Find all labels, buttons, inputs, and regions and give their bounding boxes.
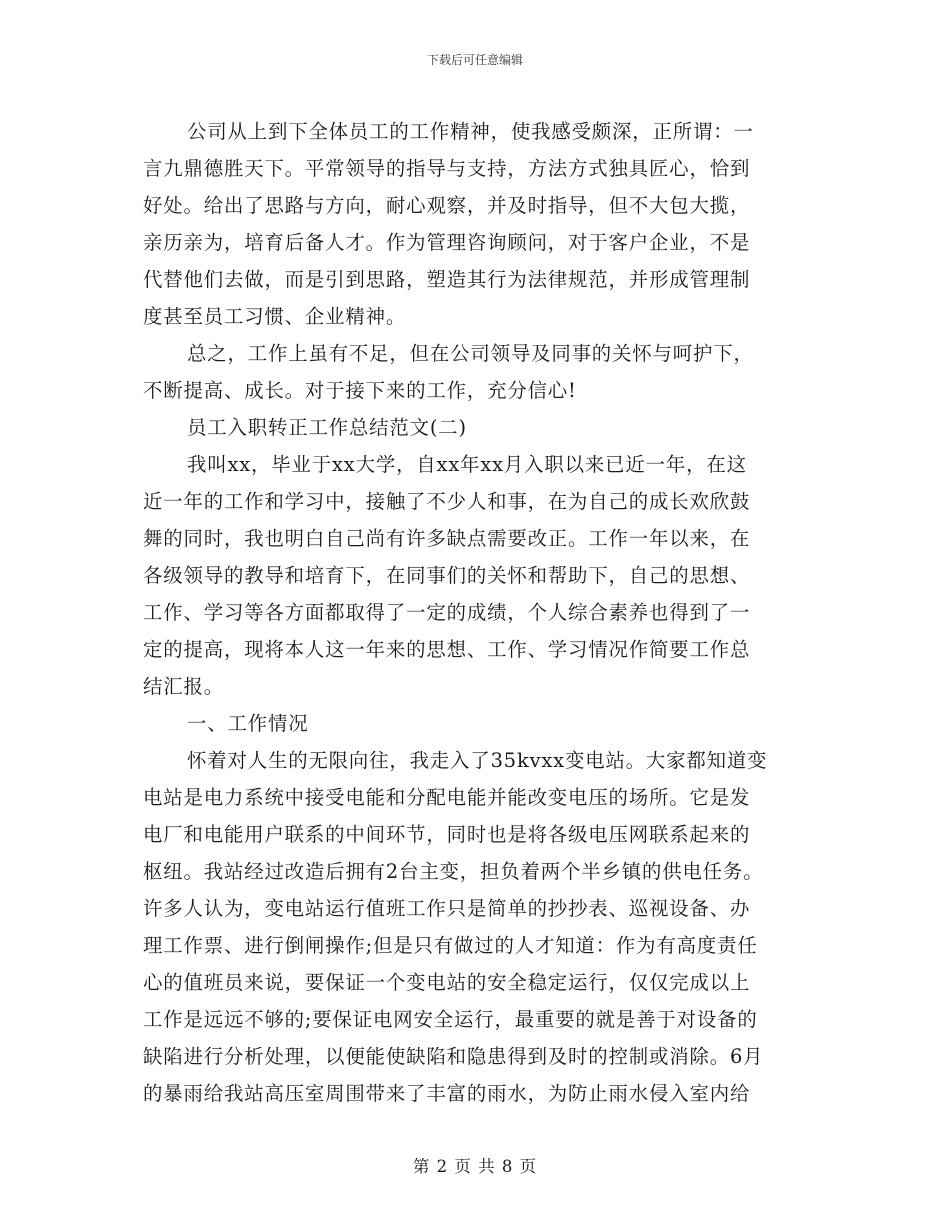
section-title: 员工入职转正工作总结范文(二) [187,416,467,439]
paragraph-line: 缺陷进行分析处理，以便能使缺陷和隐患得到及时的控制或消除。6月 [143,1045,764,1068]
paragraph-line: 枢纽。我站经过改造后拥有2台主变，担负着两个半乡镇的供电任务。 [143,860,764,883]
paragraph-line: 工作、学习等各方面都取得了一定的成绩，个人综合素养也得到了一 [143,601,751,624]
paragraph-line: 代替他们去做，而是引到思路，塑造其行为法律规范，并形成管理制 [143,268,751,291]
paragraph-line: 公司从上到下全体员工的工作精神，使我感受颇深，正所谓：一 [187,120,754,143]
paragraph-line: 结汇报。 [143,675,224,698]
paragraph-line: 电站是电力系统中接受电能和分配电能并能改变电压的场所。它是发 [143,786,751,809]
paragraph-line: 电厂和电能用户联系的中间环节，同时也是将各级电压网联系起来的 [143,823,751,846]
paragraph-line: 各级领导的教导和培育下，在同事们的关怀和帮助下，自己的思想、 [143,564,751,587]
page-number: 第 2 页 共 8 页 [412,1157,538,1176]
paragraph-line: 不断提高、成长。对于接下来的工作，充分信心! [143,379,577,402]
paragraph-line: 我叫xx，毕业于xx大学，自xx年xx月入职以来已近一年，在这 [187,453,747,476]
paragraph-line: 言九鼎德胜天下。平常领导的指导与支持，方法方式独具匠心，恰到 [143,157,751,180]
paragraph-line: 总之，工作上虽有不足，但在公司领导及同事的关怀与呵护下， [187,342,754,365]
paragraph-line: 怀着对人生的无限向往，我走入了35kvxx变电站。大家都知道变 [187,749,768,772]
paragraph-line: 好处。给出了思路与方向，耐心观察，并及时指导，但不大包大揽， [143,194,751,217]
paragraph-line: 舞的同时，我也明白自己尚有许多缺点需要改正。工作一年以来，在 [143,527,751,550]
paragraph-line: 理工作票、进行倒闸操作;但是只有做过的人才知道：作为有高度责任 [143,934,758,957]
paragraph-line: 度甚至员工习惯、企业精神。 [143,305,407,328]
document-body [143,113,807,1112]
paragraph-line: 亲历亲为，培育后备人才。作为管理咨询顾问，对于客户企业，不是 [143,231,751,254]
paragraph-line: 定的提高，现将本人这一年来的思想、工作、学习情况作简要工作总 [143,638,751,661]
paragraph-line: 的暴雨给我站高压室周围带来了丰富的雨水，为防止雨水侵入室内给 [143,1082,751,1105]
paragraph-line: 心的值班员来说，要保证一个变电站的安全稳定运行，仅仅完成以上 [143,971,751,994]
paragraph-line: 许多人认为，变电站运行值班工作只是简单的抄抄表、巡视设备、办 [143,897,751,920]
paragraph-line: 工作是远远不够的;要保证电网安全运行，最重要的就是善于对设备的 [143,1008,758,1031]
page-header-note: 下载后可任意编辑 [426,53,523,67]
paragraph-line: 近一年的工作和学习中，接触了不少人和事，在为自己的成长欢欣鼓 [143,490,751,513]
section-heading: 一、工作情况 [187,712,309,735]
